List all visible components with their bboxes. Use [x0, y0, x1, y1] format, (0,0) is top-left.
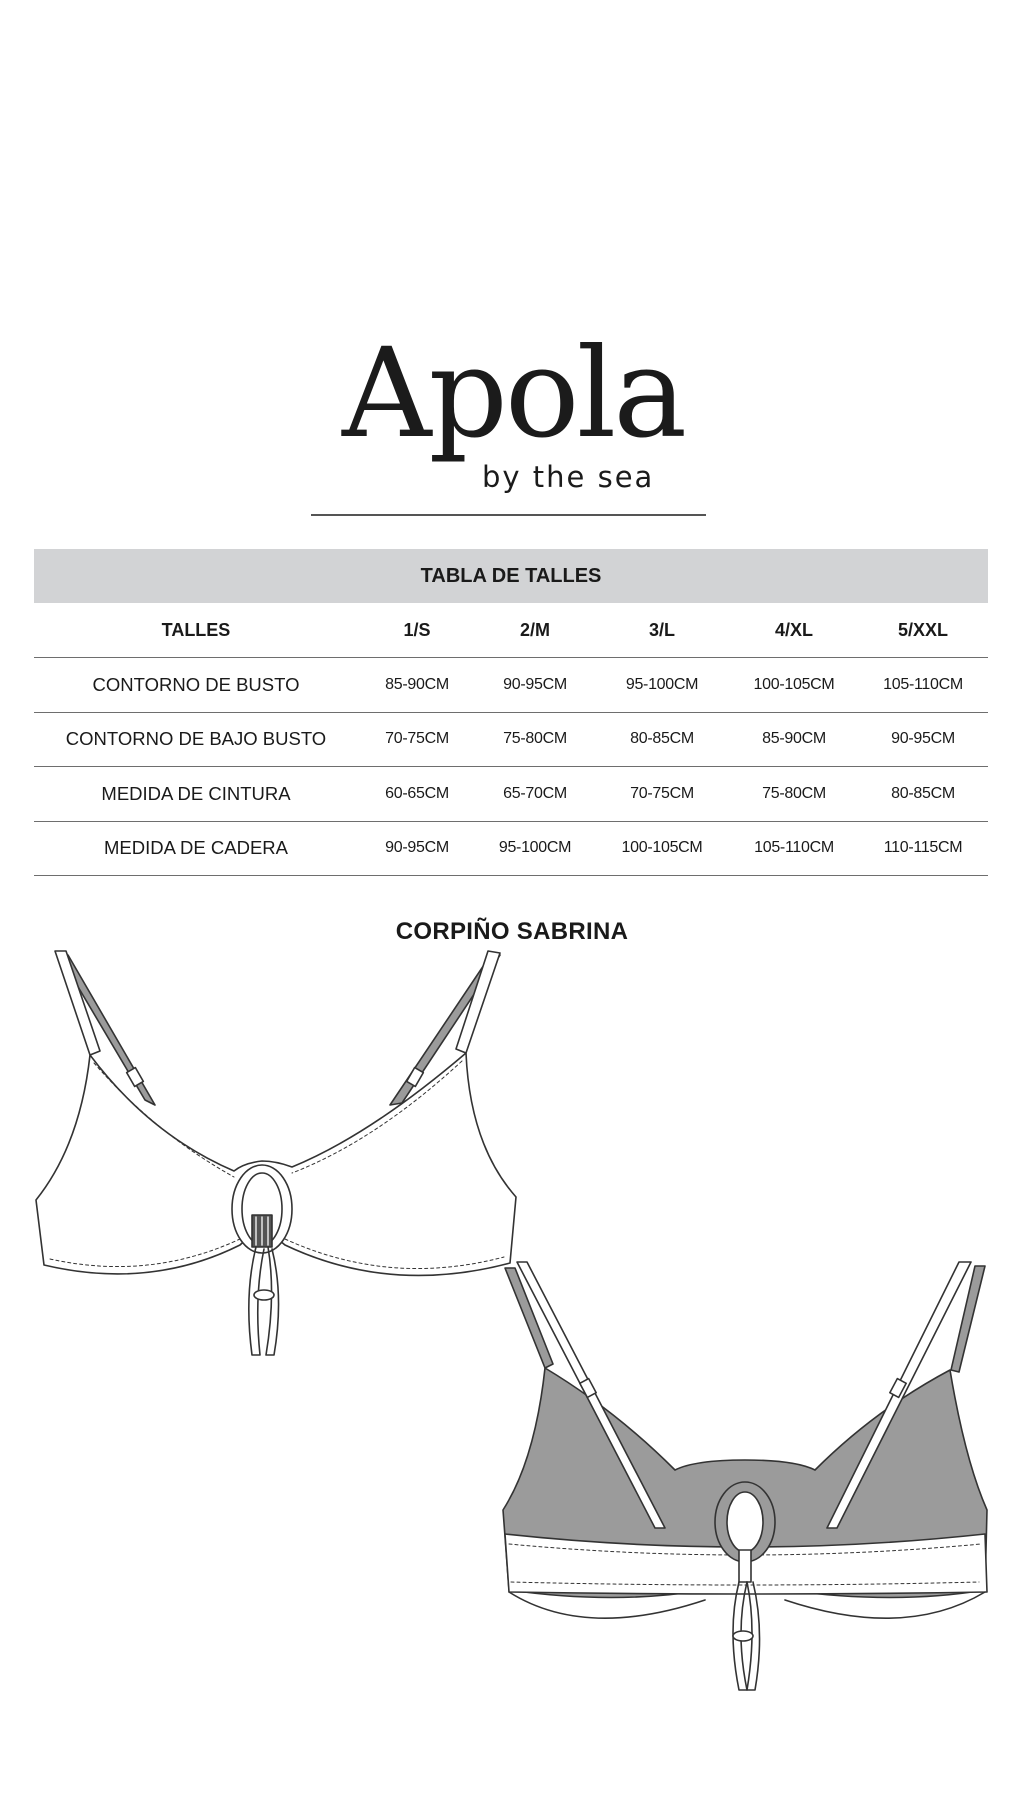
measurement-value: 90-95CM [476, 658, 594, 713]
measurement-value: 70-75CM [594, 767, 730, 822]
bra-front-illustration [30, 945, 520, 1385]
size-chart-title: TABLA DE TALLES [34, 549, 988, 603]
size-col-header: 3/L [594, 603, 730, 658]
measurement-label: MEDIDA DE CADERA [34, 821, 358, 876]
measurement-value: 80-85CM [594, 712, 730, 767]
product-title: CORPIÑO SABRINA [395, 918, 629, 945]
size-col-header: 4/XL [730, 603, 858, 658]
brand-tagline: by the sea [482, 460, 655, 494]
measurement-value: 85-90CM [730, 712, 858, 767]
brand-logo [330, 322, 710, 520]
size-col-header: 1/S [358, 603, 476, 658]
size-col-header: 5/XXL [858, 603, 988, 658]
measurement-label: MEDIDA DE CINTURA [34, 767, 358, 822]
measurement-value: 80-85CM [858, 767, 988, 822]
measurement-value: 90-95CM [858, 712, 988, 767]
measurement-value: 75-80CM [730, 767, 858, 822]
table-row [34, 712, 988, 767]
brand-name: Apola [342, 322, 685, 466]
logo-divider [311, 514, 706, 516]
measurement-value: 75-80CM [476, 712, 594, 767]
table-row [34, 658, 988, 713]
measurement-value: 60-65CM [358, 767, 476, 822]
measurement-value: 100-105CM [594, 821, 730, 876]
size-col-header: 2/M [476, 603, 594, 658]
measurement-value: 65-70CM [476, 767, 594, 822]
bra-back-illustration [495, 1260, 995, 1710]
measurement-value: 95-100CM [476, 821, 594, 876]
measurement-value: 95-100CM [594, 658, 730, 713]
size-header-label: TALLES [34, 603, 358, 658]
measurement-value: 110-115CM [858, 821, 988, 876]
size-chart-table [34, 549, 988, 876]
table-row [34, 821, 988, 876]
measurement-value: 100-105CM [730, 658, 858, 713]
table-row [34, 767, 988, 822]
measurement-label: CONTORNO DE BUSTO [34, 658, 358, 713]
measurement-value: 70-75CM [358, 712, 476, 767]
measurement-value: 90-95CM [358, 821, 476, 876]
measurement-value: 85-90CM [358, 658, 476, 713]
measurement-value: 105-110CM [730, 821, 858, 876]
measurement-value: 105-110CM [858, 658, 988, 713]
measurement-label: CONTORNO DE BAJO BUSTO [34, 712, 358, 767]
